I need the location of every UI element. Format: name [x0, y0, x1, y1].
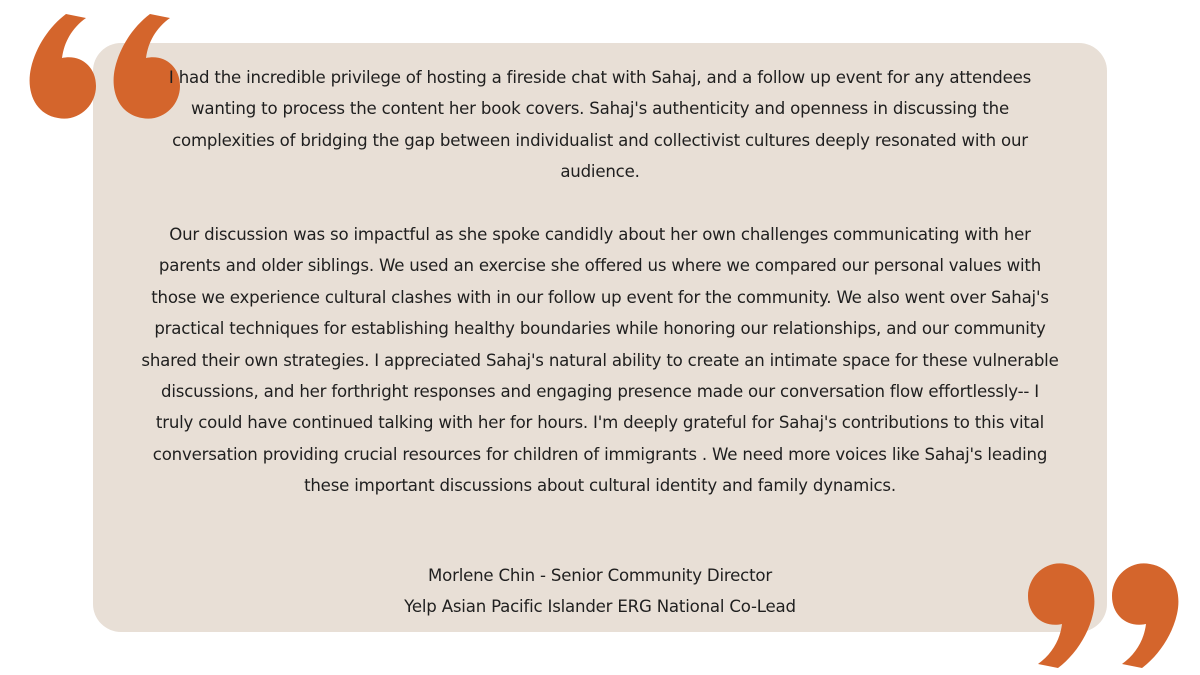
attribution: [140, 560, 1060, 623]
author-name-title: Morlene Chin - Senior Community Director: [428, 566, 772, 585]
author-affiliation: Yelp Asian Pacific Islander ERG National Co-Lead: [404, 597, 796, 617]
quote-paragraph-1: I had the incredible privilege of hosting a fireside chat with Sahaj, and a follow up event for any attendees wanting to process the content her book covers. Sahaj's authenticity and openness in discussing the complexities of bridging the gap between individualist and collectivist cultures deeply resonated with our audience.: [168, 68, 1032, 182]
testimonial-quote: [140, 62, 1060, 502]
quote-paragraph-2: Our discussion was so impactful as she spoke candidly about her own challenges communicating with her parents and older siblings. We used an exercise she offered us where we compared our personal values with those we experience cultural clashes with in our follow up event for the community. We also went over Sahaj's practical techniques for establishing healthy boundaries while honoring our relationships, and our community shared their own strategies. I appreciated Sahaj's natural ability to create an intimate space for these vulnerable discussions, and her forthright responses and engaging presence made our conversation flow effortlessly-- I truly could have continued talking with her for hours. I'm deeply grateful for Sahaj's contributions to this vital conversation providing crucial resources for children of immigrants . We need more voices like Sahaj's leading these important discussions about cultural identity and family dynamics.: [141, 225, 1059, 496]
